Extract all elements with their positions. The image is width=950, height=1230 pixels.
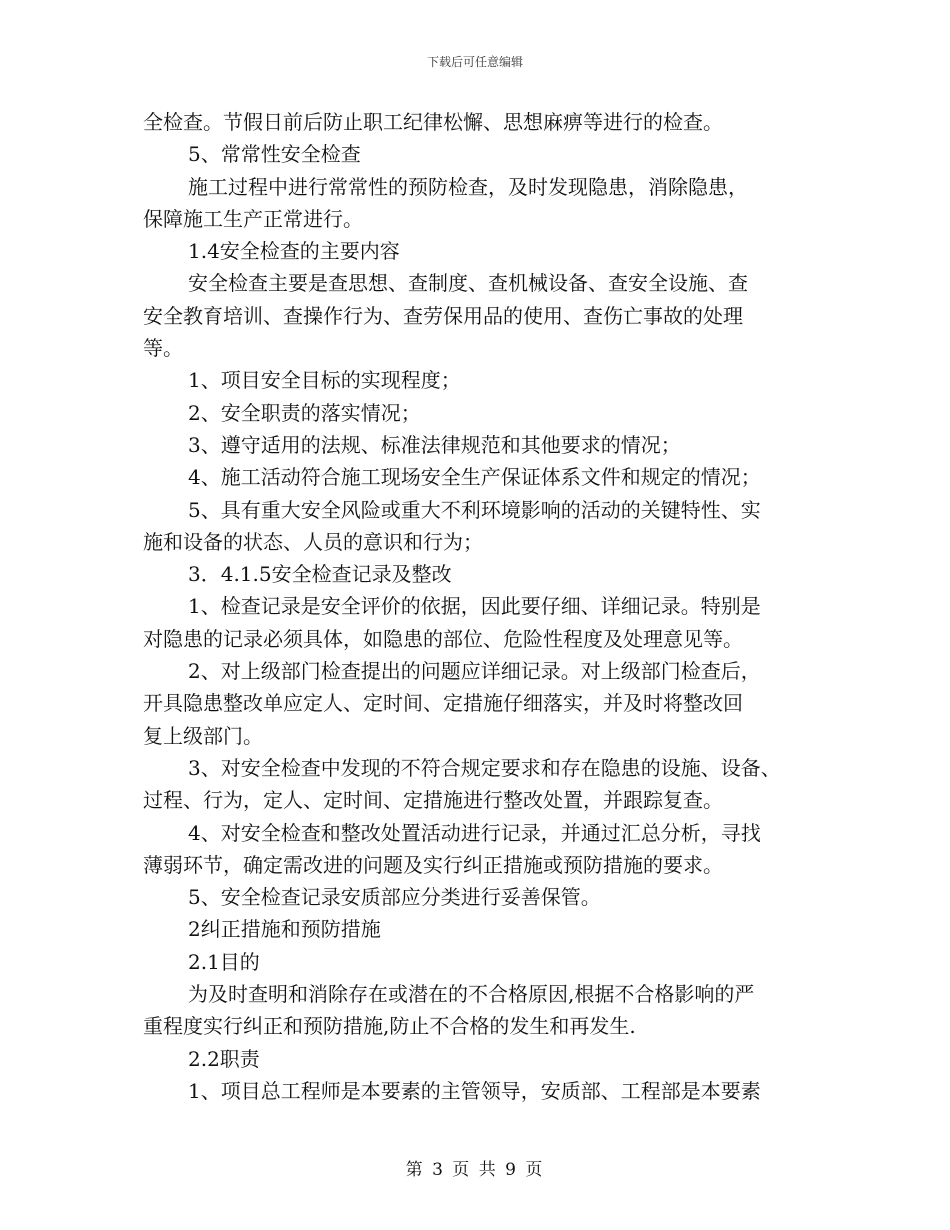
list-item: 2、安全职责的落实情况； — [188, 400, 421, 425]
list-item: 1、项目总工程师是本要素的主管领导，安质部、工程部是本要素 — [188, 1078, 761, 1103]
list-item: 4、对安全检查和整改处置活动进行记录，并通过汇总分析，寻找 — [188, 820, 761, 845]
body-line: 5、常常性安全检查 — [188, 142, 361, 167]
body-line: 等。 — [143, 336, 183, 361]
list-item: 5、具有重大安全风险或重大不利环境影响的活动的关键特性、实 — [188, 497, 761, 522]
section-heading: 1.4安全检查的主要内容 — [188, 239, 400, 264]
body-line: 为及时查明和消除存在或潜在的不合格原因,根据不合格影响的严 — [188, 982, 755, 1007]
section-heading: 2纠正措施和预防措施 — [188, 917, 381, 942]
body-line: 保障施工生产正常进行。 — [143, 206, 363, 231]
page-footer: 第 3 页 共 9 页 — [405, 1160, 545, 1180]
body-line: 安全检查主要是查思想、查制度、查机械设备、查安全设施、查 — [188, 271, 748, 296]
section-heading: 2.1目的 — [188, 949, 260, 974]
body-line: 重程度实行纠正和预防措施,防止不合格的发生和再发生. — [143, 1014, 636, 1039]
list-item: 4、施工活动符合施工现场安全生产保证体系文件和规定的情况； — [188, 465, 761, 490]
body-line: 复上级部门。 — [143, 723, 263, 748]
list-item: 2、对上级部门检查提出的问题应详细记录。对上级部门检查后， — [188, 659, 761, 684]
body-line: 过程、行为，定人、定时间、定措施进行整改处置，并跟踪复查。 — [143, 788, 723, 813]
document-body — [143, 106, 813, 1107]
list-item: 1、项目安全目标的实现程度； — [188, 368, 461, 393]
body-line: 施和设备的状态、人员的意识和行为； — [143, 529, 483, 554]
body-line: 开具隐患整改单应定人、定时间、定措施仔细落实，并及时将整改回 — [143, 691, 743, 716]
body-line: 安全教育培训、查操作行为、查劳保用品的使用、查伤亡事故的处理 — [143, 303, 743, 328]
page-header: 下载后可任意编辑 — [426, 55, 523, 69]
section-heading: 2.2职责 — [188, 1046, 260, 1071]
body-line: 施工过程中进行常常性的预防检查，及时发现隐患，消除隐患， — [188, 174, 748, 199]
section-heading: 3．4.1.5安全检查记录及整改 — [188, 562, 452, 587]
list-item: 5、安全检查记录安质部应分类进行妥善保管。 — [188, 885, 601, 910]
body-line: 全检查。节假日前后防止职工纪律松懈、思想麻痹等进行的检查。 — [143, 110, 723, 134]
list-item: 1、检查记录是安全评价的依据，因此要仔细、详细记录。特别是 — [188, 594, 761, 619]
list-item: 3、遵守适用的法规、标准法律规范和其他要求的情况； — [188, 432, 681, 457]
body-line: 对隐患的记录必须具体，如隐患的部位、危险性程度及处理意见等。 — [143, 626, 743, 651]
list-item: 3、对安全检查中发现的不符合规定要求和存在隐患的设施、设备、 — [188, 755, 781, 780]
body-line: 薄弱环节，确定需改进的问题及实行纠正措施或预防措施的要求。 — [143, 852, 723, 877]
